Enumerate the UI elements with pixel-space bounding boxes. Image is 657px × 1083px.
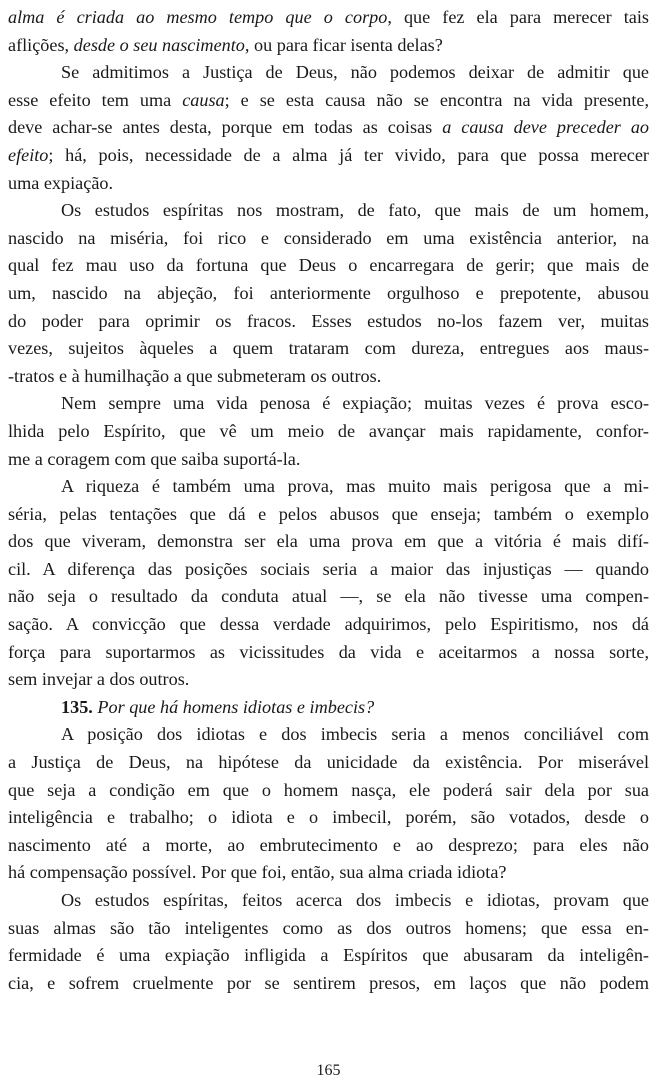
text-line xyxy=(8,308,649,336)
text-line xyxy=(8,473,649,501)
text-run: suas almas são tão inteligentes como as dos outros homens; que essa en- xyxy=(8,917,649,938)
text-run: Se admitimos a Justiça de Deus, não podemos deixar de admitir que xyxy=(61,62,649,83)
text-run: aflições, xyxy=(8,34,74,55)
text-run: inteligência e trabalho; o idiota e o imbecil, porém, são votados, desde o xyxy=(8,807,649,828)
text-run: ; há, pois, necessidade de a alma já ter vivido, para que possa merecer xyxy=(48,144,649,165)
text-run: esse efeito tem uma xyxy=(8,89,183,110)
text-line xyxy=(8,859,649,887)
text-run: qual fez mau uso da fortuna que Deus o encarregara de gerir; que mais de xyxy=(8,255,649,276)
text-line xyxy=(8,721,649,749)
text-line xyxy=(8,225,649,253)
text-run: cia, e sofrem cruelmente por se sentirem presos, em laços que não podem xyxy=(8,972,649,993)
text-line xyxy=(8,280,649,308)
text-line xyxy=(8,501,649,529)
text-run: , ou para ficar isenta delas? xyxy=(244,34,443,55)
text-line xyxy=(8,390,649,418)
text-line xyxy=(8,942,649,970)
text-line xyxy=(8,887,649,915)
italic-text: causa xyxy=(182,89,225,110)
text-line xyxy=(8,915,649,943)
text-line xyxy=(8,197,649,225)
text-run: vezes, sujeitos àqueles a quem trataram com dureza, entregues aos maus- xyxy=(8,338,649,359)
text-run: A posição dos idiotas e dos imbecis seria a menos conciliável com xyxy=(61,724,649,745)
text-line xyxy=(8,666,649,694)
text-line xyxy=(8,777,649,805)
page-number: 165 xyxy=(316,1062,341,1079)
text-line xyxy=(8,142,649,170)
text-run: sem invejar a dos outros. xyxy=(8,669,190,690)
italic-text: Por que há homens idiotas e imbecis? xyxy=(97,696,375,717)
text-run: nascido na miséria, foi rico e considerado em uma existência anterior, na xyxy=(8,227,649,248)
text-line xyxy=(8,556,649,584)
text-run: dos que viveram, demonstra ser ela uma prova em que a vitória é mais difí- xyxy=(8,531,649,552)
text-line xyxy=(8,335,649,363)
text-line xyxy=(8,694,649,722)
text-line xyxy=(8,446,649,474)
text-line xyxy=(8,832,649,860)
text-line xyxy=(8,749,649,777)
text-run: que seja a condição em que o homem nasça, ele poderá sair dela por sua xyxy=(8,779,649,800)
text-line xyxy=(8,418,649,446)
text-line xyxy=(8,363,649,391)
text-run: a Justiça de Deus, na hipótese da unicidade da existência. Por miserável xyxy=(8,752,649,773)
text-run: me a coragem com que saiba suportá-la. xyxy=(8,448,301,469)
text-line xyxy=(8,639,649,667)
text-line xyxy=(8,87,649,115)
italic-text: alma é criada ao mesmo tempo que o corpo xyxy=(8,7,388,27)
text-run: do poder para oprimir os fracos. Esses estudos no-los fazem ver, muitas xyxy=(8,310,649,331)
text-line xyxy=(8,804,649,832)
text-run: cil. A diferença das posições sociais seria a maior das injustiças — quando xyxy=(8,558,649,579)
question-number: 135. xyxy=(61,696,93,717)
text-line xyxy=(8,583,649,611)
text-line xyxy=(8,4,649,32)
text-run: nascimento até a morte, ao embrutecimento e ao desprezo; para eles não xyxy=(8,834,649,855)
text-line xyxy=(8,528,649,556)
italic-text: a causa deve preceder ao xyxy=(442,117,650,138)
text-line xyxy=(8,252,649,280)
text-run: , que fez ela para merecer tais xyxy=(387,7,650,27)
italic-text: desde o seu nascimento xyxy=(73,34,245,55)
text-line xyxy=(8,32,649,60)
text-line xyxy=(8,114,649,142)
text-run: uma expiação. xyxy=(8,172,114,193)
text-run: -tratos e à humilhação a que submeteram os outros. xyxy=(8,365,382,386)
text-run: sação. A convicção que dessa verdade adquirimos, pelo Espiritismo, nos dá xyxy=(8,614,649,635)
text-run: Os estudos espíritas, feitos acerca dos imbecis e idiotas, provam que xyxy=(61,890,649,910)
text-run: séria, pelas tentações que dá e pelos abusos que enseja; também o exemplo xyxy=(8,503,649,524)
text-line xyxy=(8,611,649,639)
text-run: um, nascido na abjeção, foi anteriormente orgulhoso e prepotente, abusou xyxy=(8,282,649,303)
text-run: ; e se esta causa não se encontra na vida presente, xyxy=(224,89,649,110)
text-run: A riqueza é também uma prova, mas muito mais perigosa que a mi- xyxy=(61,476,649,497)
page-body xyxy=(8,4,649,997)
text-run: fermidade é uma expiação infligida a Espíritos que abusaram da inteligên- xyxy=(8,945,649,966)
text-run: lhida pelo Espírito, que vê um meio de avançar mais rapidamente, confor- xyxy=(8,420,649,441)
text-line xyxy=(8,170,649,198)
text-run: há compensação possível. Por que foi, então, sua alma criada idiota? xyxy=(8,862,507,883)
text-line xyxy=(8,59,649,87)
text-run: Os estudos espíritas nos mostram, de fato, que mais de um homem, xyxy=(61,200,649,221)
text-run: deve achar-se antes desta, porque em todas as coisas xyxy=(8,117,443,138)
italic-text: efeito xyxy=(8,144,49,165)
text-run: Nem sempre uma vida penosa é expiação; muitas vezes é prova esco- xyxy=(61,393,649,414)
text-run: força para suportarmos as vicissitudes da vida e aceitarmos a nossa sorte, xyxy=(8,641,649,662)
text-line xyxy=(8,970,649,998)
text-run: não seja o resultado da conduta atual —, se ela não tivesse uma compen- xyxy=(8,586,649,607)
